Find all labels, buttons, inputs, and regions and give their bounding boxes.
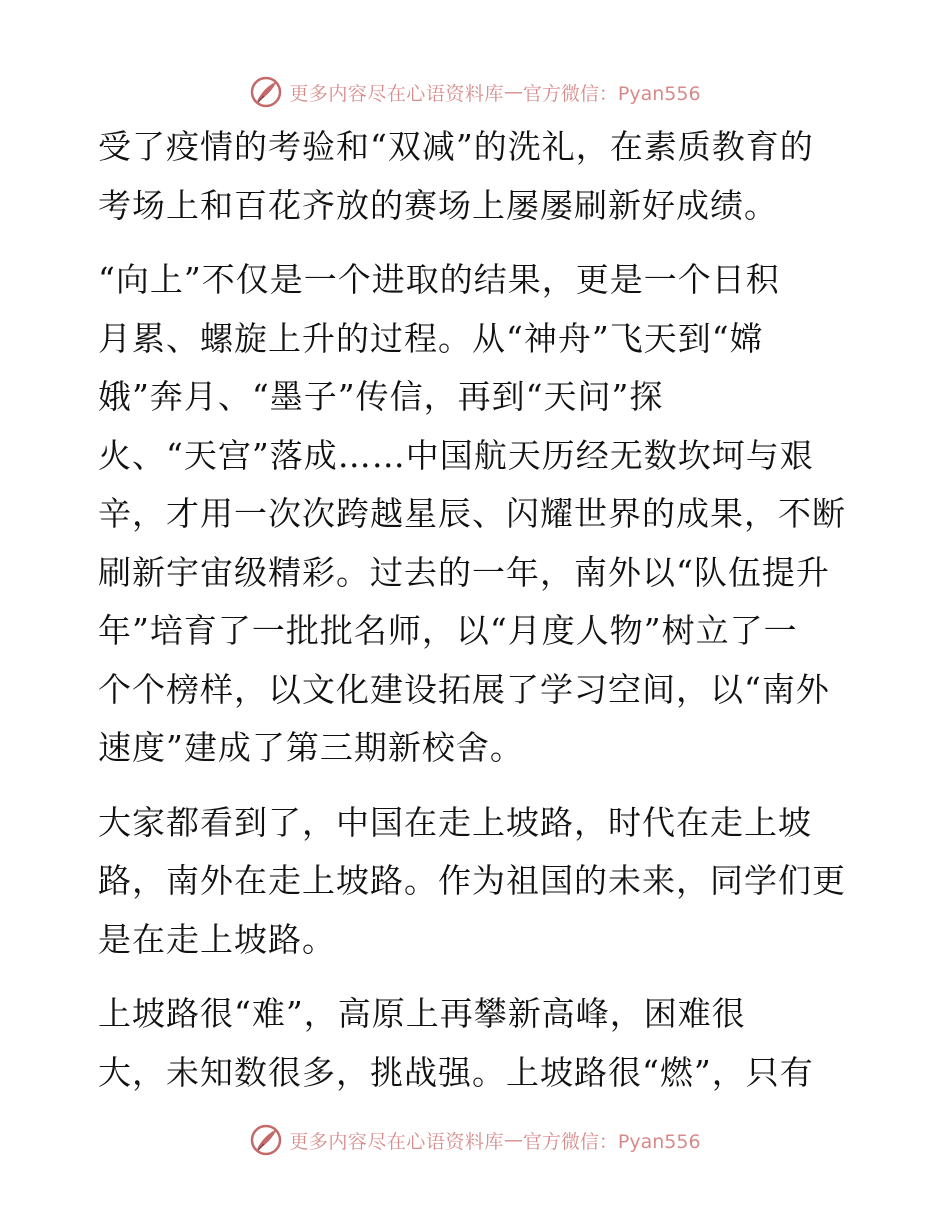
paragraph-1: 受了疫情的考验和“双减”的洗礼，在素质教育的 考场上和百花齐放的赛场上屡屡刷新好成绩。 [98, 127, 814, 225]
footer-watermark [0, 1120, 950, 1160]
watermark-dash: — [503, 1129, 523, 1151]
watermark-site-text: 更多内容尽在心语资料库 [289, 1130, 504, 1153]
feather-pen-logo-icon [249, 1123, 283, 1157]
paragraph-2: “向上”不仅是一个进取的结果，更是一个日积 月累、螺旋上升的过程。从“神舟”飞天到“嫦 娥”奔月、“墨子”传信，再到“天问”探 火、“天宫”落成……中国航天历经无数坎坷与艰 辛，才用一次次跨越星辰、闪耀世界的成果，不断 刷新宇宙级精彩。过去的一年，南外以“队伍提升 年”培育了一批批名师，以“月度人物”树立了一 个个榜样，以文化建设拓展了学习空间，以“南外 速度”建成了第三期新校舍。 [98, 260, 846, 767]
paragraph-4: 上坡路很“难”，高原上再攀新高峰，困难很 大，未知数很多，挑战强。上坡路很“燃”，只有 [98, 994, 814, 1092]
watermark-wechat-text: 官方微信：Pyan556 [522, 1130, 701, 1153]
watermark-site-text: 更多内容尽在心语资料库 [289, 82, 504, 105]
watermark-dash: — [503, 81, 523, 103]
header-watermark [0, 72, 950, 112]
feather-pen-logo-icon [249, 75, 283, 109]
paragraph-3: 大家都看到了，中国在走上坡路，时代在走上坡 路，南外在走上坡路。作为祖国的未来，同学们更 是在走上坡路。 [98, 802, 846, 959]
watermark-wechat-text: 官方微信：Pyan556 [522, 82, 701, 105]
document-body [98, 118, 850, 1102]
